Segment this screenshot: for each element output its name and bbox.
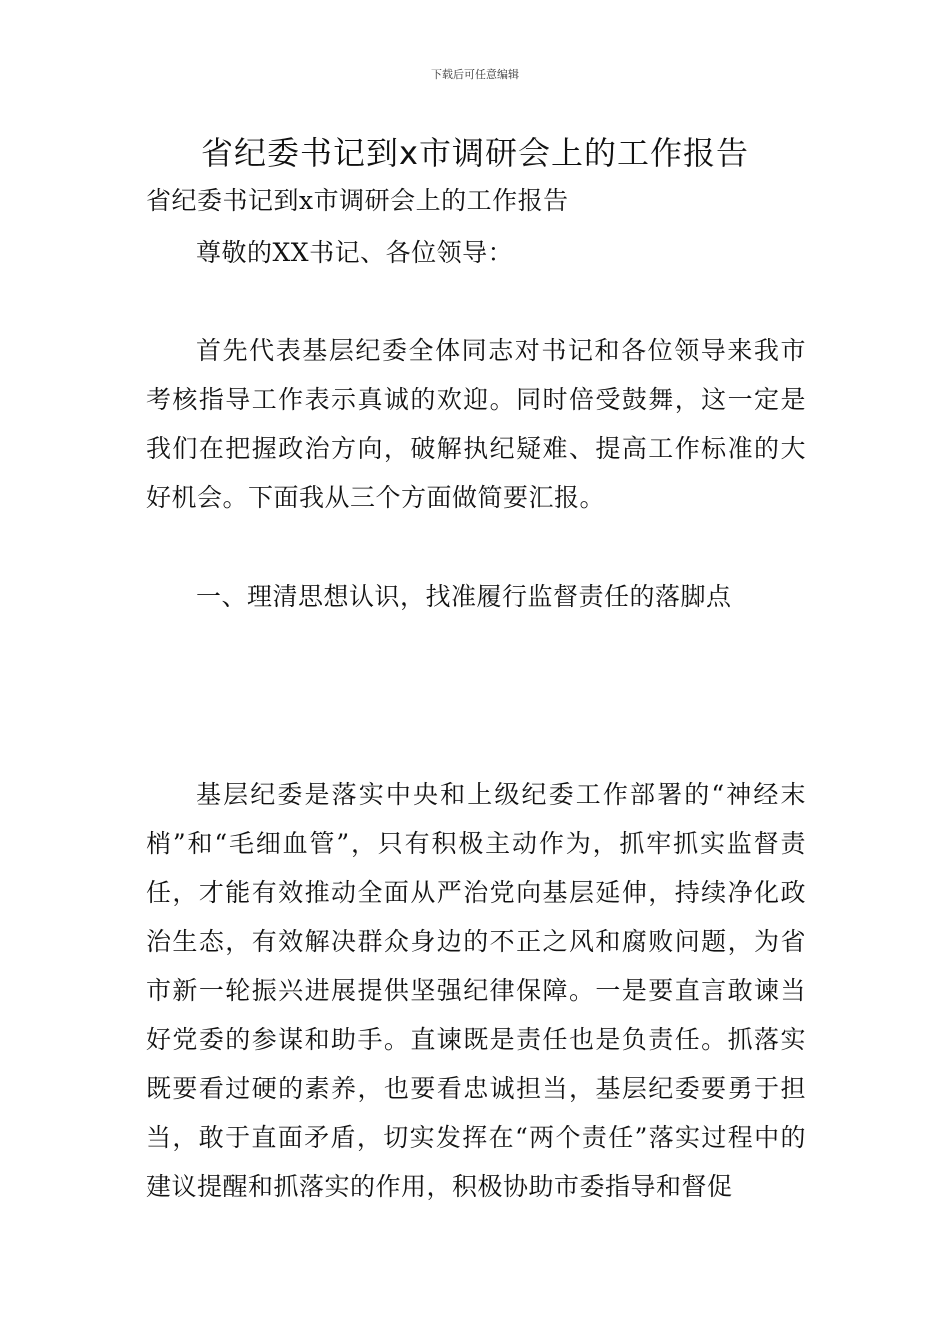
header-note: 下载后可任意编辑 [431, 68, 519, 81]
paragraph-1: 首先代表基层纪委全体同志对书记和各位领导来我市考核指导工作表示真诚的欢迎。同时倍受鼓舞，这一定是我们在把握政治方向，破解执纪疑难、提高工作标准的大好机会。下面我从三个方面做简要汇报。 [146, 336, 806, 512]
salutation: 尊敬的XX书记、各位领导： [196, 238, 514, 267]
paragraph-2: 基层纪委是落实中央和上级纪委工作部署的“神经末梢”和“毛细血管”，只有积极主动作为，抓牢抓实监督责任，才能有效推动全面从严治党向基层延伸，持续净化政治生态，有效解决群众身边的不正之风和腐败问题，为省市新一轮振兴进展提供坚强纪律保障。一是要直言敢谏当好党委的参谋和助手。直谏既是责任也是负责任。抓落实既要看过硬的素养，也要看忠诚担当，基层纪委要勇于担当，敢于直面矛盾，切实发挥在“两个责任”落实过程中的建议提醒和抓落实的作用，积极协助市委指导和督促 [146, 780, 806, 1201]
section-heading-1: 一、理清思想认识，找准履行监督责任的落脚点 [196, 582, 732, 611]
document-title: 省纪委书记到x市调研会上的工作报告 [201, 134, 749, 172]
document-subtitle: 省纪委书记到x市调研会上的工作报告 [146, 186, 569, 215]
